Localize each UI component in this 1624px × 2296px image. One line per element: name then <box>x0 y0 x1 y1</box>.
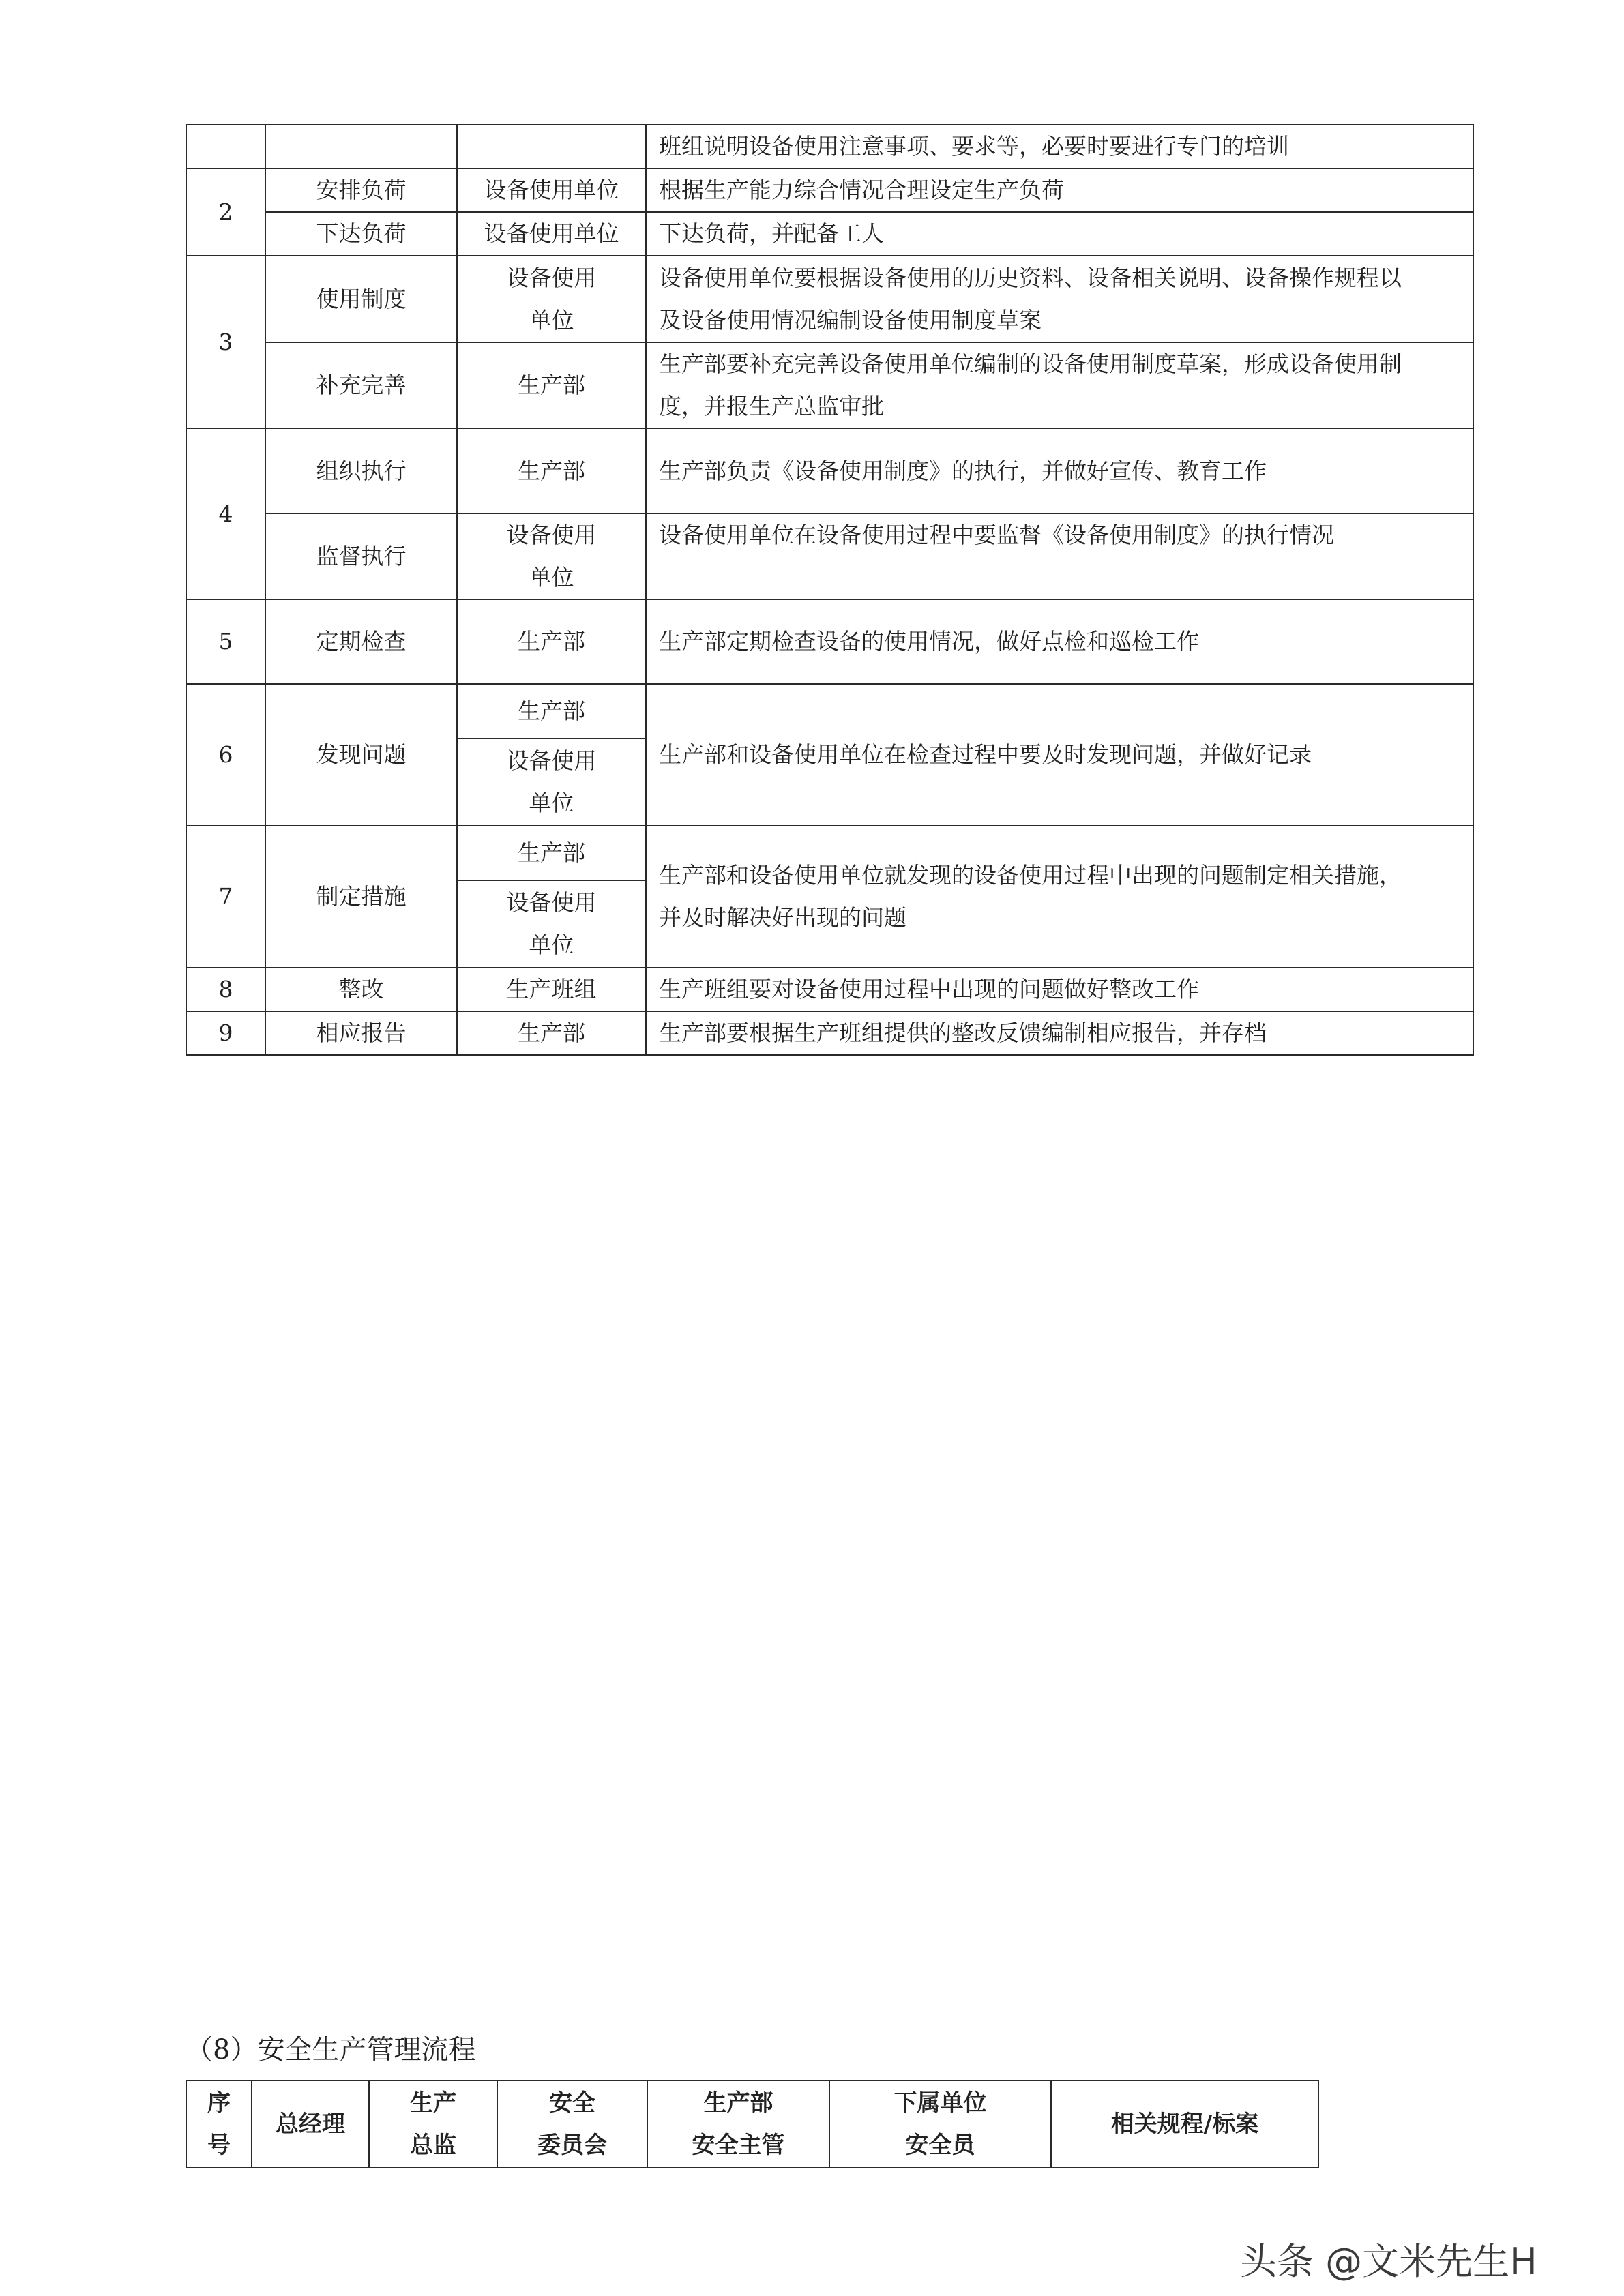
header-row <box>186 2081 1318 2168</box>
description-cell: 根据生产能力综合情况合理设定生产负荷 <box>646 168 1473 212</box>
dept-line: 设备使用 <box>506 522 597 548</box>
description-cell <box>646 342 1473 428</box>
step-name: 补充完善 <box>265 342 457 428</box>
dept-line: 设备使用 <box>506 747 597 774</box>
step-name: 下达负荷 <box>265 212 457 256</box>
description-cell: 班组说明设备使用注意事项、要求等，必要时要进行专门的培训 <box>646 125 1473 168</box>
responsible-dept <box>457 256 646 342</box>
step-number: 4 <box>186 428 265 599</box>
header-related-regulations: 相关规程/标案 <box>1051 2081 1318 2168</box>
dept-line: 设备使用 <box>506 889 597 916</box>
desc-line: 生产部和设备使用单位就发现的设备使用过程中出现的问题制定相关措施， <box>659 862 1402 889</box>
step-name: 发现问题 <box>265 684 457 826</box>
step-name: 监督执行 <box>265 513 457 599</box>
table-row <box>186 168 1473 212</box>
header-line: 安全 <box>549 2089 595 2117</box>
responsible-dept <box>457 739 646 826</box>
dept-line: 单位 <box>529 931 574 958</box>
table-cell <box>265 125 457 168</box>
header-line: 生产 <box>410 2089 456 2117</box>
header-line: 总监 <box>410 2132 456 2159</box>
header-line: 生产部 <box>703 2089 773 2117</box>
header-line: 序 <box>207 2089 231 2117</box>
description-cell: 设备使用单位在设备使用过程中要监督《设备使用制度》的执行情况 <box>646 513 1473 599</box>
step-number: 2 <box>186 168 265 256</box>
header-subunit-safety-officer <box>829 2081 1051 2168</box>
description-cell: 生产部和设备使用单位在检查过程中要及时发现问题，并做好记录 <box>646 684 1473 826</box>
table-row <box>186 342 1473 428</box>
desc-line: 并及时解决好出现的问题 <box>659 904 906 931</box>
table-row <box>186 599 1473 684</box>
table-row <box>186 125 1473 168</box>
step-name: 制定措施 <box>265 826 457 968</box>
header-line: 下属单位 <box>894 2089 987 2117</box>
desc-line: 度，并报生产总监审批 <box>659 393 884 419</box>
responsible-dept <box>457 513 646 599</box>
table-row <box>186 428 1473 513</box>
step-number: 8 <box>186 968 265 1011</box>
table-row <box>186 212 1473 256</box>
equipment-usage-process-table <box>186 124 1474 1056</box>
desc-line: 及设备使用情况编制设备使用制度草案 <box>659 306 1042 333</box>
table-row <box>186 826 1473 880</box>
header-line: 号 <box>207 2132 231 2159</box>
desc-line: 设备使用单位要根据设备使用的历史资料、设备相关说明、设备操作规程以 <box>659 264 1402 291</box>
description-cell <box>646 826 1473 968</box>
responsible-dept: 生产部 <box>457 599 646 684</box>
description-cell: 生产班组要对设备使用过程中出现的问题做好整改工作 <box>646 968 1473 1011</box>
dept-line: 单位 <box>529 306 574 333</box>
safety-management-process-table <box>186 2080 1319 2168</box>
header-line: 委员会 <box>537 2132 607 2159</box>
header-safety-committee <box>497 2081 647 2168</box>
section-title: （8）安全生产管理流程 <box>186 2034 476 2066</box>
step-name: 安排负荷 <box>265 168 457 212</box>
responsible-dept: 生产部 <box>457 1011 646 1055</box>
header-line: 安全主管 <box>692 2132 785 2159</box>
description-cell: 生产部要根据生产班组提供的整改反馈编制相应报告，并存档 <box>646 1011 1473 1055</box>
watermark: 头条 @文米先生H <box>1240 2240 1537 2283</box>
dept-line: 单位 <box>529 790 574 816</box>
responsible-dept <box>457 880 646 968</box>
responsible-dept: 生产部 <box>457 684 646 739</box>
description-cell <box>646 256 1473 342</box>
responsible-dept: 生产部 <box>457 428 646 513</box>
responsible-dept: 设备使用单位 <box>457 168 646 212</box>
step-number: 5 <box>186 599 265 684</box>
responsible-dept: 生产班组 <box>457 968 646 1011</box>
header-general-manager: 总经理 <box>252 2081 369 2168</box>
responsible-dept: 生产部 <box>457 342 646 428</box>
step-number: 6 <box>186 684 265 826</box>
table-row <box>186 968 1473 1011</box>
dept-line: 设备使用 <box>506 264 597 291</box>
step-name: 相应报告 <box>265 1011 457 1055</box>
header-production-director <box>369 2081 497 2168</box>
description-cell: 下达负荷，并配备工人 <box>646 212 1473 256</box>
step-number: 3 <box>186 256 265 428</box>
header-line: 安全员 <box>905 2132 975 2159</box>
step-name: 使用制度 <box>265 256 457 342</box>
table-row <box>186 256 1473 342</box>
dept-line: 单位 <box>529 564 574 591</box>
table-row <box>186 684 1473 739</box>
header-production-safety-supervisor <box>647 2081 829 2168</box>
table-row <box>186 1011 1473 1055</box>
header-serial-number <box>186 2081 252 2168</box>
responsible-dept: 生产部 <box>457 826 646 880</box>
step-number: 9 <box>186 1011 265 1055</box>
step-name: 整改 <box>265 968 457 1011</box>
step-name: 定期检查 <box>265 599 457 684</box>
description-cell: 生产部负责《设备使用制度》的执行，并做好宣传、教育工作 <box>646 428 1473 513</box>
step-name: 组织执行 <box>265 428 457 513</box>
table-row <box>186 513 1473 599</box>
responsible-dept: 设备使用单位 <box>457 212 646 256</box>
description-cell: 生产部定期检查设备的使用情况，做好点检和巡检工作 <box>646 599 1473 684</box>
table-cell <box>186 125 265 168</box>
table-cell <box>457 125 646 168</box>
desc-line: 生产部要补充完善设备使用单位编制的设备使用制度草案，形成设备使用制 <box>659 351 1402 377</box>
step-number: 7 <box>186 826 265 968</box>
